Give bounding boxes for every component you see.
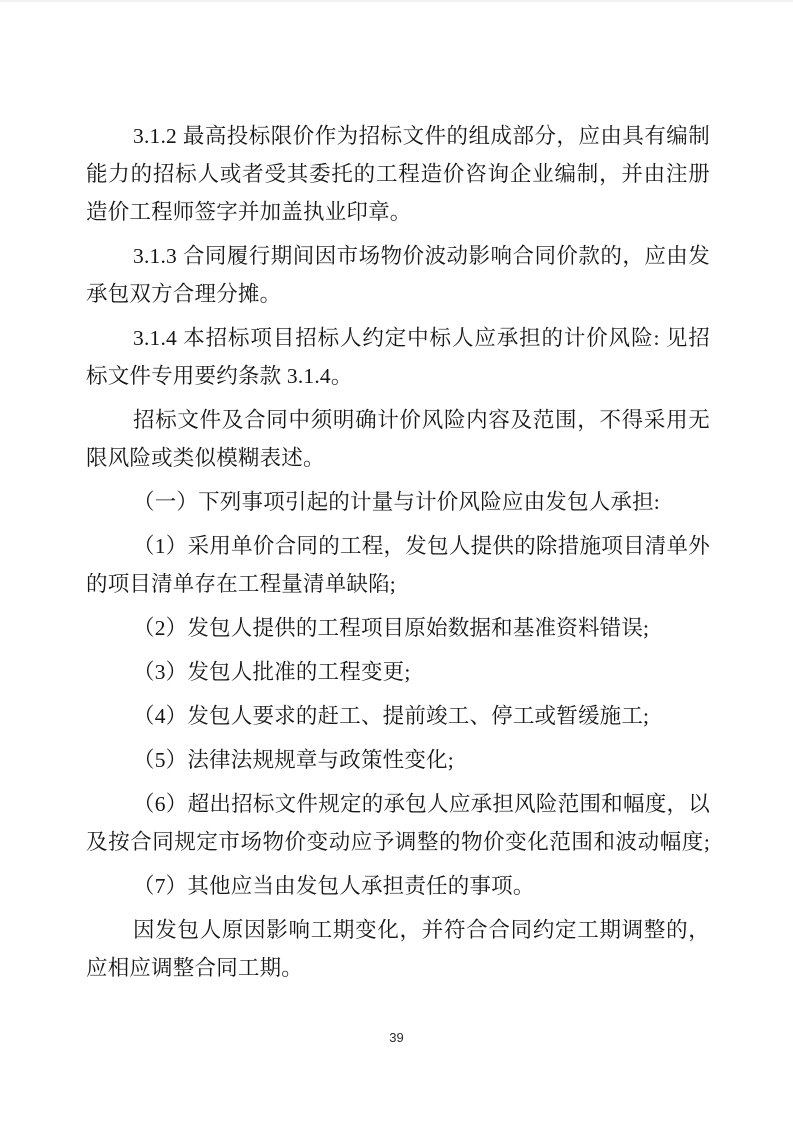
- clause-3-1-4: [86, 319, 710, 395]
- scan-edge-artifact: [0, 0, 793, 2]
- clause-3-1-2: [86, 117, 710, 231]
- text-line: 招标文件及合同中须明确计价风险内容及范围，不得采用无: [133, 408, 710, 432]
- text-line: 及按合同规定市场物价变动应予调整的物价变化范围和波动幅度;: [86, 830, 710, 854]
- text-line: 应相应调整合同工期。: [86, 956, 304, 980]
- text-line: （5）法律法规规章与政策性变化;: [133, 748, 454, 772]
- text-line: 标文件专用要约条款 3.1.4。: [86, 364, 353, 388]
- employer-risk-heading: [86, 483, 710, 521]
- text-line: （3）发包人批准的工程变更;: [133, 660, 411, 684]
- risk-item-5: [86, 741, 710, 779]
- clause-3-1-3: [86, 237, 710, 313]
- text-line: 因发包人原因影响工期变化，并符合合同约定工期调整的，: [133, 918, 710, 942]
- text-line: 的项目清单存在工程量清单缺陷;: [86, 572, 396, 596]
- risk-item-6: [86, 785, 710, 861]
- text-line: 3.1.2 最高投标限价作为招标文件的组成部分，应由具有编制: [133, 124, 710, 148]
- text-line: （1）采用单价合同的工程，发包人提供的除措施项目清单外: [133, 534, 710, 558]
- text-line: （一）下列事项引起的计量与计价风险应由发包人承担:: [133, 490, 660, 514]
- schedule-adjustment-note: [86, 911, 710, 987]
- risk-item-4: [86, 697, 710, 735]
- risk-item-7: [86, 867, 710, 905]
- text-line: （7）其他应当由发包人承担责任的事项。: [133, 874, 535, 898]
- risk-item-3: [86, 653, 710, 691]
- risk-scope-note: [86, 401, 710, 477]
- text-line: （2）发包人提供的工程项目原始数据和基准资料错误;: [133, 616, 650, 640]
- text-line: （6）超出招标文件规定的承包人应承担风险范围和幅度，以: [133, 792, 710, 816]
- risk-item-1: [86, 527, 710, 603]
- text-line: 造价工程师签字并加盖执业印章。: [86, 200, 412, 224]
- page-number: 39: [389, 1030, 404, 1045]
- text-block: [86, 117, 710, 993]
- text-line: 3.1.4 本招标项目招标人约定中标人应承担的计价风险: 见招: [133, 326, 710, 350]
- text-line: （4）发包人要求的赶工、提前竣工、停工或暂缓施工;: [133, 704, 650, 728]
- text-line: 能力的招标人或者受其委托的工程造价咨询企业编制，并由注册: [86, 162, 710, 186]
- risk-item-2: [86, 609, 710, 647]
- text-line: 承包双方合理分摊。: [86, 282, 282, 306]
- text-line: 3.1.3 合同履行期间因市场物价波动影响合同价款的，应由发: [133, 244, 710, 268]
- text-line: 限风险或类似模糊表述。: [86, 446, 325, 470]
